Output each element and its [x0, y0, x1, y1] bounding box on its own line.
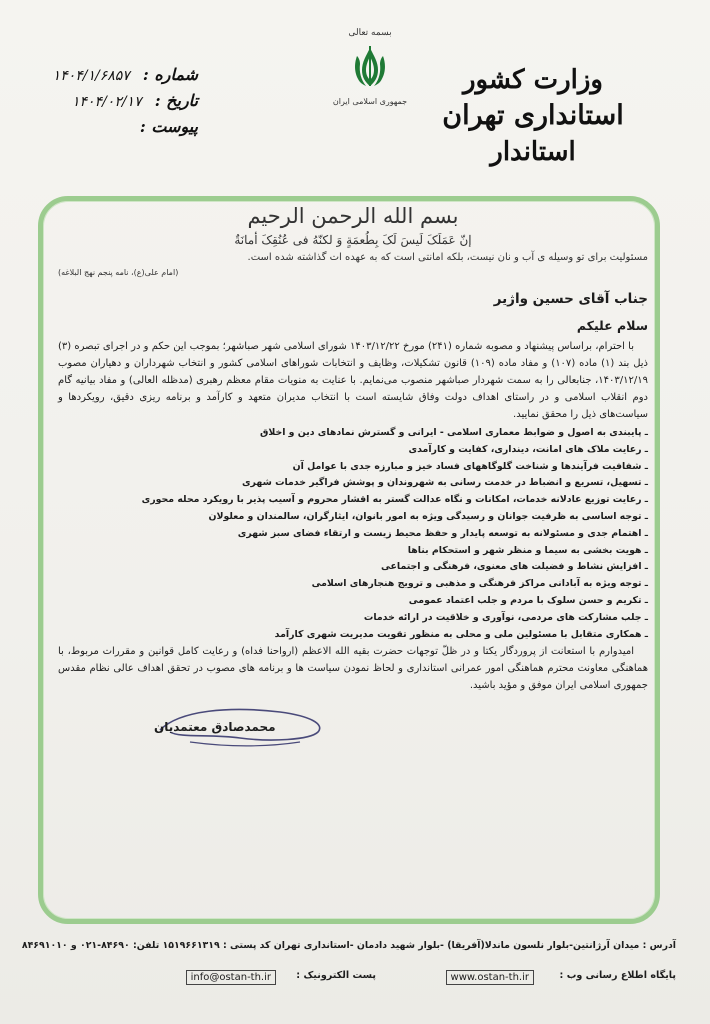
ministry-line-2: استانداری تهران: [442, 100, 624, 131]
greeting: سلام علیکم: [576, 318, 648, 333]
list-item: ـ توجه اساسی به ظرفیت جوانان و رسیدگی ویژه به امور بانوان، ایثارگران، سالمندان و معلولان: [208, 510, 648, 522]
letter-footer: [21, 936, 676, 992]
iran-emblem-icon: [352, 44, 388, 90]
footer-address: آدرس : میدان آرژانتین-بلوار نلسون ماندلا(آفریقا) -بلوار شهید دادمان -استانداری تهران کد پستی : ۱۵۱۹۶۶۱۳۱۹ تلفن: ۸۴۶۹۰-۰۲۱ و ۸۴۶۹۱۰۱۰: [21, 940, 676, 951]
letter-meta: [52, 62, 198, 140]
attachment-row: [58, 114, 198, 140]
date-row: [58, 88, 198, 114]
list-item: ـ توجه ویژه به آبادانی مراکز فرهنگی و مذهبی و ترویج هنجارهای اسلامی: [311, 578, 648, 590]
signatory-name: محمدصادق معتمدیان: [154, 720, 276, 734]
list-item: ـ افزایش نشاط و فضیلت های معنوی، فرهنگی و اجتماعی: [381, 561, 648, 573]
list-item: ـ رعایت ملاک های امانت، دینداری، کفایت و کارآمدی: [408, 443, 648, 455]
number-row: [52, 62, 198, 88]
emblem-caption: جمهوری اسلامی ایران: [332, 97, 408, 106]
date-value: ۱۴۰۴/۰۲/۱۷: [72, 94, 142, 110]
list-item: ـ شفافیت فرآیندها و شناخت گلوگاههای فساد خیز و مبارزه جدی با عوامل آن: [292, 460, 648, 472]
ministry-line-3: استاندار: [490, 137, 576, 167]
email-link[interactable]: info@ostan-th.ir: [186, 970, 276, 985]
date-label: تاریخ :: [154, 91, 198, 110]
intro-paragraph: با احترام، براساس پیشنهاد و مصوبه شماره (۲۴۱) مورخ ۱۴۰۳/۱۲/۲۲ شورای اسلامی شهر صباشهر؛ بموجب این حکم و در اجرای تبصره (۳) ذیل بند (۱) ماده (۱۰۷) و مفاد ماده (۱۰۹) قانون تشکیلات، وظایف و انتخابات شوراهای اسلامی کشور و انتخاب شهرداران و دهیاران مصوب ۱۴۰۳/۱۲/۱۹، جنابعالی را به سمت شهردار صباشهر منصوب می‌نمایم. با عنایت به منویات مقام معظم رهبری (مدظله العالی) و مفاد بیانیه گام دوم انقلاب اسلامی و در راستای اهداف دولت وفاق شایسته است با انتخاب مدیران متعهد و کارآمد و برنامه ریزی دقیق، رویکردها و سیاست‌های ذیل را محقق نمایید.: [58, 341, 649, 420]
email-label: پست الکترونیک :: [296, 970, 376, 981]
number-value: ۱۴۰۴/۱/۶۸۵۷: [52, 68, 130, 84]
quote-source: (امام علی(ع)، نامه پنجم نهج البلاغه): [58, 268, 179, 277]
directives-list: [58, 425, 648, 643]
signature-block: [150, 702, 330, 752]
emblem-top-text: بسمه تعالی: [348, 28, 392, 38]
ministry-line-1: وزارت کشور: [463, 65, 603, 95]
hadith-verse: إنّ عَمَلَکَ لَیسَ لَکَ بِطُعمَةٍ وَ لکنّهُ فی عُنُقِکَ أمانَةٌ: [234, 233, 472, 247]
list-item: ـ پایبندی به اصول و ضوابط معماری اسلامی - ایرانی و گسترش نمادهای دین و اخلاق: [259, 427, 648, 438]
bismillah-calligraphy: بسم الله الرحمن الرحیم: [247, 204, 459, 228]
attachment-label: پیوست :: [139, 117, 198, 136]
list-item: ـ هویت بخشی به سیما و منظر شهر و استحکام بناها: [407, 544, 648, 556]
website-label: پایگاه اطلاع رسانی وب :: [559, 970, 676, 981]
letter-body: [58, 338, 648, 423]
website-link[interactable]: www.ostan-th.ir: [446, 970, 534, 985]
responsibility-quote: مسئولیت برای تو وسیله ی آب و نان نیست، بلکه امانتی است که به عهده ات گذاشته شده است.: [247, 252, 648, 263]
recipient: جناب آقای حسین واژیر: [493, 291, 648, 307]
footer-contact-line: [40, 966, 676, 992]
number-label: شماره :: [142, 65, 198, 84]
closing-paragraph: امیدوارم با استعانت از پروردگار یکتا و در ظلّ توجهات حضرت بقیه الله الاعظم (ارواحنا فداه) و رعایت کامل قوانین و مقررات مربوط، با هماهنگی معاونت محترم هماهنگی امور عمرانی استانداری و لحاظ نمودن سیاست ها و برنامه های مصوب در تحقق اهداف عالی نظام مقدس جمهوری اسلامی ایران موفق و مؤید باشید.: [58, 646, 648, 692]
letter-content: [58, 202, 648, 694]
list-item: ـ اهتمام جدی و مسئولانه به توسعه پایدار و حفظ محیط زیست و ارتقاء فضای سبز شهری: [237, 527, 648, 539]
emblem: [330, 28, 410, 124]
closing-section: [58, 643, 648, 694]
list-item: ـ همکاری متقابل با مسئولین ملی و محلی به منظور تقویت مدیریت شهری کارآمد: [274, 628, 648, 640]
ministry-heading: [438, 62, 628, 170]
list-item: ـ تسهیل، تسریع و انضباط در خدمت رسانی به شهروندان و پوشش فراگیر خدمات شهری: [241, 477, 648, 489]
list-item: ـ رعایت توزیع عادلانه خدمات، امکانات و نگاه عدالت گستر به اقشار محروم و آسیب پذیر با رویکرد محله محوری: [141, 494, 648, 506]
list-item: ـ تکریم و حسن سلوک با مردم و جلب اعتماد عمومی: [408, 594, 648, 606]
list-item: ـ جلب مشارکت های مردمی، نوآوری و خلاقیت در ارائه خدمات: [363, 611, 648, 623]
